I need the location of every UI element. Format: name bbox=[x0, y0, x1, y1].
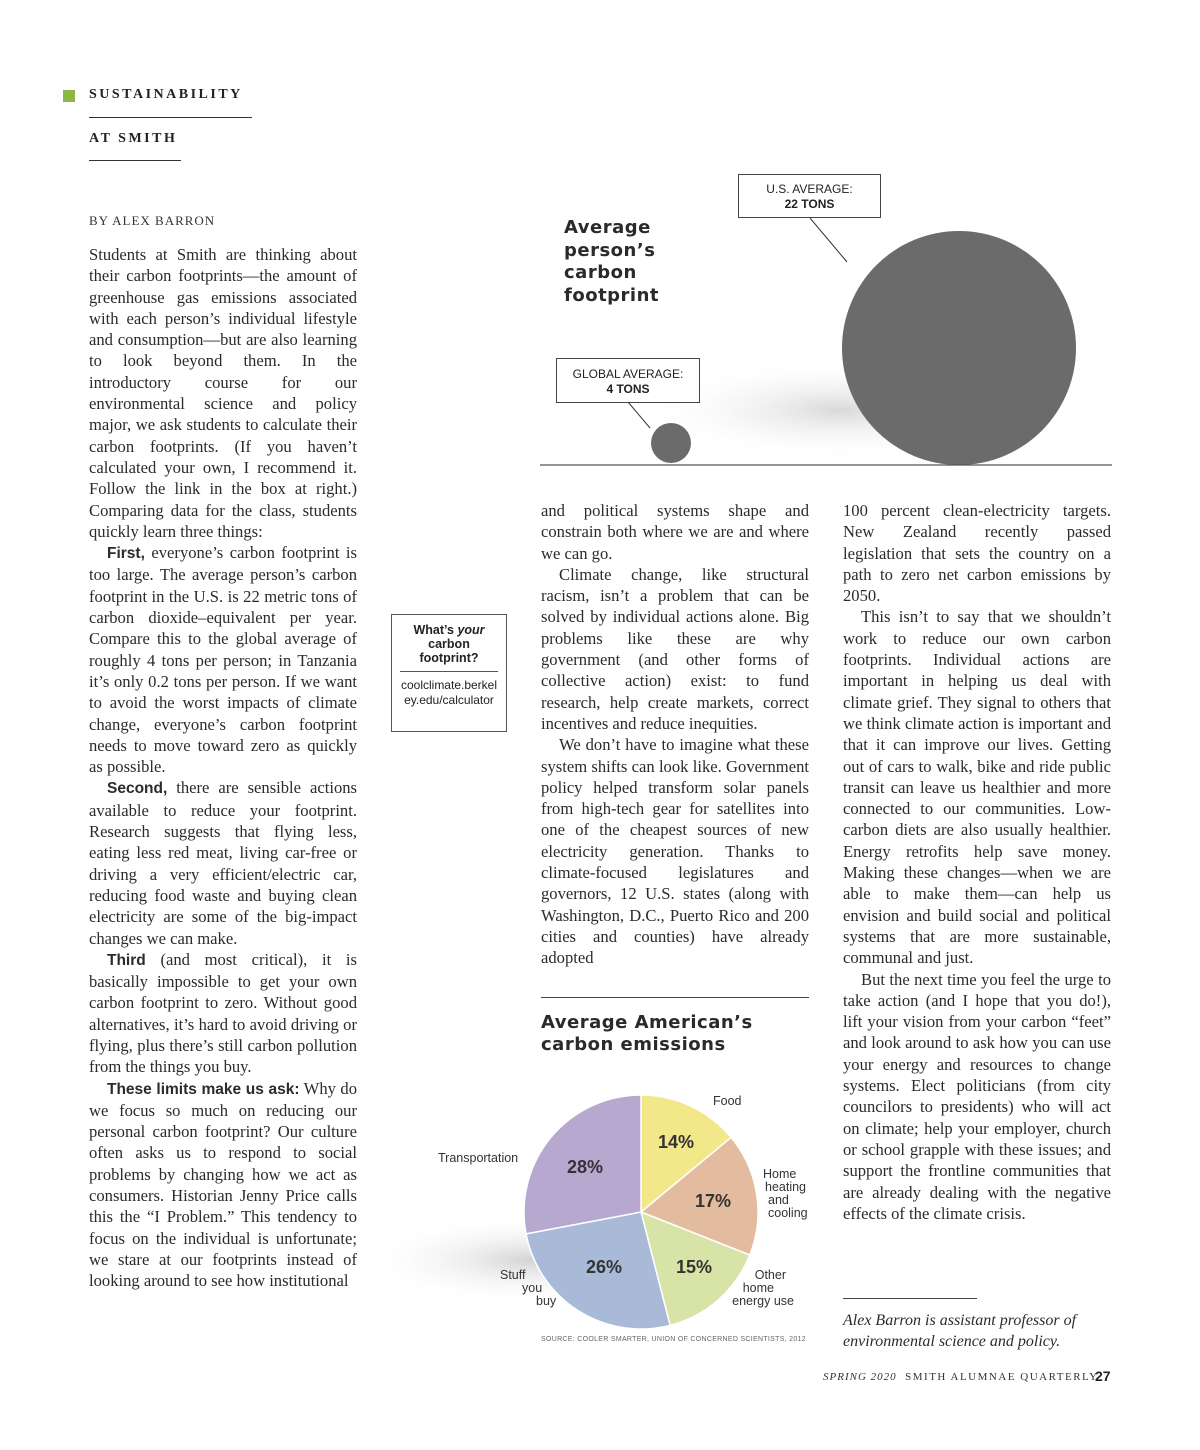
paragraph: 100 percent clean-electricity targets. New Zealand recently passed legislation that sets the country on a path to zero net carbon emissions by 2050. bbox=[843, 501, 1111, 606]
byline: BY ALEX BARRON bbox=[89, 213, 216, 228]
callout-value: 4 TONS bbox=[606, 382, 650, 396]
article-column-2 bbox=[541, 500, 809, 969]
pie-label-line: buy bbox=[536, 1294, 557, 1308]
footer-publication: SMITH ALUMNAE QUARTERLY bbox=[905, 1371, 1099, 1383]
paragraph: and political systems shape and constrain both where we are and where we can go. bbox=[541, 501, 809, 563]
paragraph-text: there are sensible actions available to reduce your footprint. Research suggests that flying less, eating less red meat, living car-free or driving a very efficient/electric car, reducing food waste and buying clean electricity are some of the big-impact changes we can make. bbox=[89, 778, 357, 948]
pie-label-line: home bbox=[742, 1281, 774, 1295]
paragraph: This isn’t to say that we shouldn’t work to reduce our own carbon footprints. Individual actions are important in helping us deal with climate grief. They signal to others that we think climate action is important and that it can improve our lives. Getting out of cars to walk, bike and ride public transit can leave us healthier and more connected to our communities. Low-carbon diets are also usually healthier. Energy retrofits help save money. Making these changes—when we are able to make them—can help us envision and build social and political systems that are more sustainable, communal and just. bbox=[843, 607, 1111, 968]
section-subtitle: AT SMITH bbox=[89, 131, 178, 146]
paragraph bbox=[89, 777, 357, 948]
callout-label: GLOBAL AVERAGE: bbox=[572, 367, 684, 381]
paragraph-text: Why do we focus so much on reducing our personal carbon footprint? Our culture often asks us to respond to social problems by changing how we act as consumers. Historian Jenny Price calls this the “I Problem.” This tendency to focus on the individual is unfortunate; we stare at our footprints instead of looking around to see how institutional bbox=[89, 1078, 357, 1291]
calculator-sidebar-box bbox=[391, 614, 507, 732]
lead-in: First, bbox=[107, 545, 145, 563]
pie-label-line: cooling bbox=[768, 1206, 808, 1220]
sidebar-divider bbox=[400, 671, 498, 672]
pie-label-line: Other bbox=[754, 1268, 786, 1282]
pie-chart-title: Average American’s carbon emissions bbox=[541, 1012, 753, 1055]
callout-label: U.S. AVERAGE: bbox=[766, 182, 853, 196]
callout-value: 22 TONS bbox=[784, 197, 835, 211]
paragraph: But the next time you feel the urge to take action (and I hope that you do!), lift your vision from your carbon “feet” and look around to ask how you can use your energy and resources to change systems. Elect politicians (from city councilors to presidents) who will act on climate; help your employer, church or school grapple with these issues; and support the frontline communities that are already dealing with the negative effects of the climate crisis. bbox=[843, 969, 1111, 1223]
sidebar-question-post: carbon footprint? bbox=[419, 637, 479, 665]
pie-pct-food: 14% bbox=[658, 1132, 695, 1152]
bubble-us-average bbox=[842, 231, 1076, 465]
chart-source: SOURCE: COOLER SMARTER, UNION OF CONCERNED SCIENTISTS, 2012 bbox=[541, 1336, 806, 1343]
bubble-global-average bbox=[651, 423, 691, 463]
pie-pct-transportation: 28% bbox=[567, 1157, 604, 1177]
pie-label-line: you bbox=[522, 1281, 543, 1295]
section-rule-1 bbox=[89, 117, 252, 118]
global-average-callout bbox=[556, 358, 700, 403]
lead-in: These limits make us ask: bbox=[107, 1080, 300, 1098]
us-average-callout bbox=[738, 174, 881, 218]
section-title: SUSTAINABILITY bbox=[89, 87, 243, 102]
page-number: 27 bbox=[1095, 1368, 1111, 1384]
pie-label-line: Home bbox=[763, 1167, 797, 1181]
paragraph bbox=[89, 542, 357, 777]
paragraph: Students at Smith are thinking about their carbon footprints—the amount of greenhouse gas emissions associated with each person’s individual lifestyle and consumption—but are also learning to look beyond them. In the introductory course for our environmental science and policy major, we ask students to calculate their carbon footprints. (If you haven’t calculated your own, I recommend it. Follow the link in the box at right.) Comparing data for the class, students quickly learn three things: bbox=[89, 245, 357, 541]
sidebar-question-pre: What’s bbox=[413, 623, 458, 637]
pie-label-line: heating bbox=[765, 1180, 807, 1194]
pie-label-line: energy use bbox=[732, 1294, 794, 1308]
pie-label-other-home-energy bbox=[730, 1269, 794, 1308]
paragraph-text: everyone’s carbon footprint is too large. The average person’s carbon footprint in the U.S. is 22 metric tons of carbon dioxide–equivalent per year. Compare this to the global average of roughly 4 tons per person; in Tanzania it’s only 0.2 tons per person. If we want to avoid the worst impacts of climate change, everyone’s carbon footprint needs to move toward zero as quickly as possible. bbox=[89, 543, 357, 777]
page-footer bbox=[823, 1371, 1099, 1383]
pie-label-food: Food bbox=[713, 1094, 742, 1108]
footprint-chart-title: Average person’s carbon footprint bbox=[564, 217, 660, 306]
article-column-1 bbox=[89, 244, 357, 1292]
pie-label-transportation: Transportation bbox=[438, 1151, 519, 1165]
paragraph: We don’t have to imagine what these system shifts can look like. Government policy helped transform solar panels from high-tech gear for satellites into one of the cheapest sources of new electricity generation. Thanks to climate-focused legislatures and governors, 12 U.S. states (along with Washington, D.C., Puerto Rico and 200 cities and counties) have already adopted bbox=[541, 735, 809, 968]
author-bio: Alex Barron is assistant professor of environmental science and policy. bbox=[843, 1312, 1077, 1350]
article-column-3 bbox=[843, 500, 1111, 1224]
paragraph bbox=[89, 1078, 357, 1292]
footer-season: SPRING 2020 bbox=[823, 1371, 897, 1383]
paragraph bbox=[89, 949, 357, 1078]
pie-label-line: Stuff bbox=[500, 1268, 526, 1282]
lead-in: Second, bbox=[107, 780, 168, 798]
pie-label-line: and bbox=[768, 1193, 789, 1207]
pie-pct-stuff-you-buy: 26% bbox=[586, 1257, 623, 1277]
sidebar-question bbox=[398, 623, 500, 665]
paragraph-text: (and most critical), it is basically impossible to get your own carbon footprint to zero. Without good alternatives, it’s hard to avoid driving or flying, plus there’s still carbon pollution from the things you buy. bbox=[89, 949, 357, 1077]
bio-rule bbox=[843, 1298, 977, 1299]
pie-section-rule bbox=[541, 997, 809, 998]
section-marker-square bbox=[63, 90, 75, 102]
pie-pct-home-heating: 17% bbox=[695, 1191, 732, 1211]
pie-pct-other-home-energy: 15% bbox=[676, 1257, 713, 1277]
us-callout-leader bbox=[810, 218, 847, 262]
pie-label-home-heating bbox=[763, 1168, 808, 1220]
lead-in: Third bbox=[107, 951, 146, 969]
sidebar-question-em: your bbox=[457, 623, 485, 637]
paragraph: Climate change, like structural racism, isn’t a problem that can be solved by individual actions alone. Big problems like these are why government (and other forms of collective action) exist: to fund research, help create markets, correct incentives and reduce inequities. bbox=[541, 564, 809, 733]
calculator-link[interactable]: coolclimate.berkeley.edu/calculator bbox=[400, 678, 498, 707]
section-rule-2 bbox=[89, 160, 181, 161]
pie-label-stuff-you-buy bbox=[500, 1269, 556, 1308]
